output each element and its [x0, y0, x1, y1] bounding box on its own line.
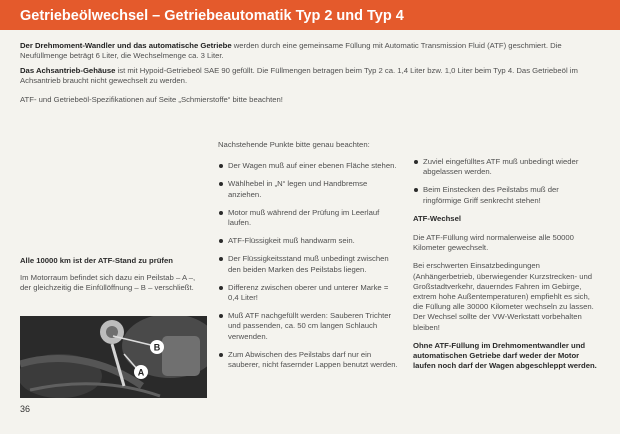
checklist-item: Der Flüssigkeitsstand muß unbedingt zwischen den beiden Marken des Peilstabs liegen. — [218, 254, 401, 274]
engine-photo-illustration — [20, 316, 207, 398]
intro-paragraph-3: ATF- und Getriebeöl-Spezifikationen auf Seite „Schmierstoffe“ bitte beachten! — [20, 95, 283, 104]
checklist-item: Differenz zwischen oberer und unterer Marke = 0,4 Liter! — [218, 283, 401, 303]
atf-check-text: Im Motorraum befindet sich dazu ein Peilstab – A –, der gleichzeitig die Einfüllöffnung – B – verschließt. — [20, 273, 196, 293]
intro-paragraph-2 — [20, 66, 600, 86]
checklist-item: Zum Abwischen des Peilstabs darf nur ein sauberer, nicht fasernder Lappen benutzt werden. — [218, 350, 401, 370]
engine-photo — [20, 316, 207, 398]
atf-check-heading: Alle 10000 km ist der ATF-Stand zu prüfen — [20, 256, 173, 265]
left-column — [20, 256, 205, 294]
atf-change-paragraph-2: Bei erschwerten Einsatzbedingungen (Anhängerbetrieb, überwiegender Kurzstrecken- und Großstadtverkehr, dauerndes Fahren im Gebirge, extrem hohe Außentemperaturen) empfiehlt es sich, die Füllung alle 30000 Kilometer wechseln zu lassen. Der Wechsel sollte der VW-Werkstatt vorbehalten bleiben! — [413, 261, 594, 332]
middle-column — [218, 140, 401, 378]
atf-change-paragraph-1: Die ATF-Füllung wird normalerweise alle 50000 Kilometer gewechselt. — [413, 233, 574, 253]
checklist — [218, 161, 401, 370]
intro-paragraph-2-text: ist mit Hypoid-Getriebeöl SAE 90 gefüllt. Die Füllmengen betragen beim Typ 2 ca. 1,4 Liter bzw. 1,0 Liter beim Typ 4. Das Getriebeöl im Achsantrieb braucht nicht gewechselt zu werden. — [20, 66, 578, 85]
intro-paragraph-1 — [20, 41, 600, 61]
checklist-item: Motor muß während der Prüfung im Leerlauf laufen. — [218, 208, 401, 228]
checklist-item: Zuviel eingefülltes ATF muß unbedingt wieder abgelassen werden. — [413, 157, 597, 177]
photo-label-a: A — [137, 367, 145, 378]
atf-change-heading: ATF-Wechsel — [413, 213, 461, 223]
checklist-item: Beim Einstecken des Peilstabs muß der ringförmige Griff senkrecht stehen! — [413, 185, 597, 205]
checklist-item: Muß ATF nachgefüllt werden: Sauberen Trichter und passenden, ca. 50 cm langen Schlauch verwenden. — [218, 311, 401, 342]
checklist-lead: Nachstehende Punkte bitte genau beachten: — [218, 140, 370, 149]
intro-paragraph-1-bold: Der Drehmoment-Wandler und das automatische Getriebe — [20, 41, 232, 50]
right-column — [413, 157, 597, 379]
intro-paragraph-1-text: werden durch eine gemeinsame Füllung mit Automatic Transmission Fluid (ATF) geschmiert. Die Neufüllmenge beträgt 6 Liter, die Wechselmenge ca. 3 Liter. — [20, 41, 562, 60]
page-number: 36 — [20, 404, 31, 414]
checklist-item: Der Wagen muß auf einer ebenen Fläche stehen. — [218, 161, 401, 171]
photo-label-b: B — [153, 342, 161, 353]
checklist-continued — [413, 157, 597, 206]
checklist-item: Wählhebel in „N“ legen und Handbremse anziehen. — [218, 179, 401, 199]
checklist-item: ATF-Flüssigkeit muß handwarm sein. — [218, 236, 401, 246]
intro-paragraph-2-bold: Das Achsantrieb-Gehäuse — [20, 66, 116, 75]
page-title: Getriebeölwechsel – Getriebeautomatik Typ 2 und Typ 4 — [20, 8, 404, 24]
atf-warning: Ohne ATF-Füllung im Drehmomentwandler und automatischen Getriebe darf weder der Motor laufen noch darf der Wagen abgeschleppt werden. — [413, 340, 597, 371]
